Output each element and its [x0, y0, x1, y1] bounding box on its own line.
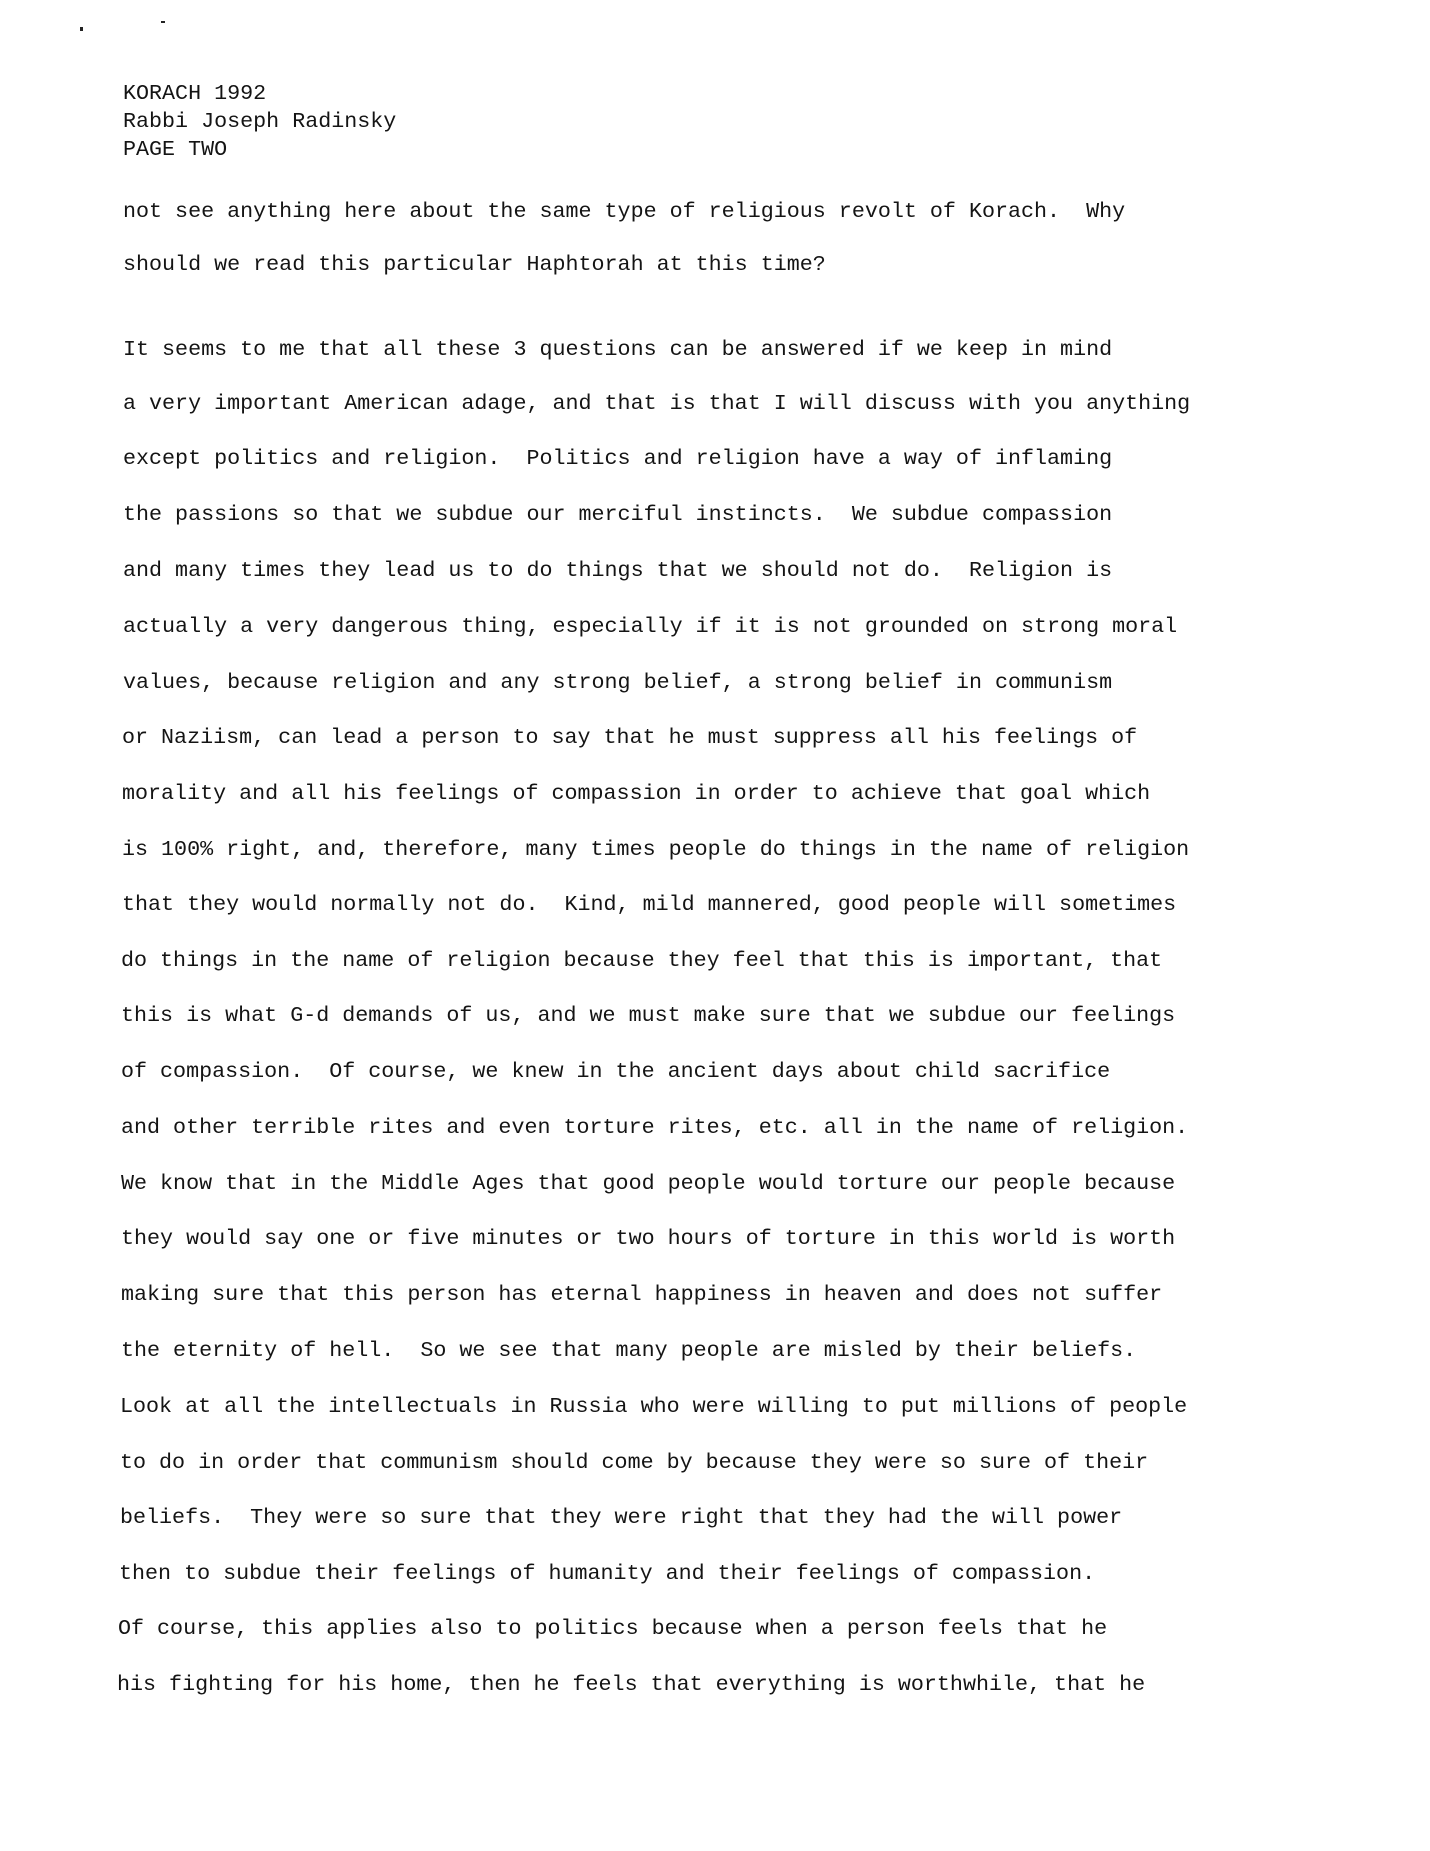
text-line: or Naziism, can lead a person to say that he must suppress all his feelings of: [122, 725, 1138, 750]
text-line: and many times they lead us to do things that we should not do. Religion is: [123, 558, 1113, 583]
text-line: the eternity of hell. So we see that many people are misled by their beliefs.: [121, 1338, 1137, 1363]
text-line: is 100% right, and, therefore, many times people do things in the name of religion: [122, 837, 1190, 862]
text-line: the passions so that we subdue our merciful instincts. We subdue compassion: [123, 502, 1113, 527]
text-line: It seems to me that all these 3 questions can be answered if we keep in mind: [123, 337, 1113, 362]
text-line: a very important American adage, and that is that I will discuss with you anything: [123, 391, 1191, 416]
text-line: making sure that this person has eternal happiness in heaven and does not suffer: [121, 1282, 1163, 1307]
text-line: should we read this particular Haphtorah at this time?: [123, 252, 826, 277]
text-line: and other terrible rites and even torture rites, etc. all in the name of religion.: [121, 1115, 1189, 1140]
text-line: his fighting for his home, then he feels that everything is worthwhile, that he: [117, 1672, 1146, 1697]
text-line: actually a very dangerous thing, especially if it is not grounded on strong moral: [123, 614, 1178, 639]
text-line: morality and all his feelings of compassion in order to achieve that goal which: [122, 781, 1151, 806]
text-line: this is what G-d demands of us, and we must make sure that we subdue our feelings: [121, 1003, 1176, 1028]
text-line: not see anything here about the same type of religious revolt of Korach. Why: [123, 199, 1126, 224]
text-line: beliefs. They were so sure that they were right that they had the will power: [120, 1505, 1123, 1530]
header-title: KORACH 1992: [123, 81, 267, 106]
text-line: they would say one or five minutes or two hours of torture in this world is worth: [121, 1226, 1176, 1251]
text-line: then to subdue their feelings of humanity and their feelings of compassion.: [119, 1561, 1096, 1586]
scan-speck: [161, 21, 165, 23]
text-line: do things in the name of religion because they feel that this is important, that: [121, 948, 1163, 973]
text-line: values, because religion and any strong belief, a strong belief in communism: [123, 670, 1113, 695]
scan-speck: [80, 27, 83, 31]
text-line: of compassion. Of course, we knew in the ancient days about child sacrifice: [121, 1059, 1111, 1084]
text-line: that they would normally not do. Kind, mild mannered, good people will sometimes: [122, 892, 1177, 917]
text-line: to do in order that communism should come by because they were so sure of their: [120, 1450, 1149, 1475]
header-page-label: PAGE TWO: [123, 137, 228, 162]
text-line: Of course, this applies also to politics because when a person feels that he: [118, 1616, 1108, 1641]
header-author: Rabbi Joseph Radinsky: [123, 109, 397, 134]
text-line: We know that in the Middle Ages that good people would torture our people because: [121, 1171, 1176, 1196]
text-line: Look at all the intellectuals in Russia who were willing to put millions of people: [120, 1394, 1188, 1419]
text-line: except politics and religion. Politics and religion have a way of inflaming: [123, 446, 1113, 471]
